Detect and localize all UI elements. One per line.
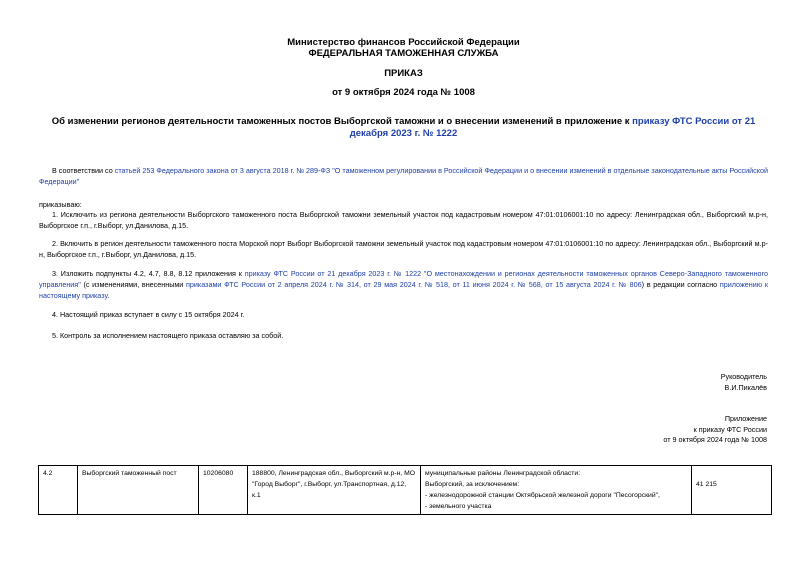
item-3-text-b: (с изменениями, внесенными [80,280,187,290]
item-4: 4. Настоящий приказ вступает в силу с 15 октября 2024 г. [52,310,245,319]
ministry-name: Министерство финансов Российской Федерации [287,37,520,48]
appendix-link[interactable]: приложению к настоящему приказу [39,280,768,301]
amending-orders-link[interactable]: приказами ФТС России от 2 апреля 2024 г. № 314, от 29 мая 2024 г. № 518, от 11 июня 2024 г. № 568, от 15 августа 2024 г. № 806 [186,280,642,290]
region-line-2: Выборгский, за исключением: [425,481,520,488]
cell-number: 4.2 [39,466,78,515]
region-line-3: - железнодорожной станции Октябрьской железной дороги "Песогорский", [425,492,660,499]
title-order-link[interactable]: приказу ФТС России от 21 декабря 2023 г. № 1222 [349,116,756,139]
region-line-4: - земельного участка [425,503,492,510]
item-5: 5. Контроль за исполнением настоящего приказа оставляю за собой. [52,331,284,340]
title-text: Об изменении регионов деятельности таможенных постов Выборгской таможни и о внесении изменений в приложение к [51,116,633,127]
cell-address: 188800, Ленинградская обл., Выборгский м.р-н, МО "Город Выборг", г.Выборг, ул.Транспортная, д.12, к.1 [248,466,421,515]
appendix-line-1: Приложение [724,414,767,423]
table-row [39,466,772,515]
doc-date-number: от 9 октября 2024 года № 1008 [332,87,475,98]
cell-region [421,466,692,515]
signature-role: Руководитель [720,372,767,381]
okato-value: 41 215 [696,481,717,488]
order-1222-link[interactable]: приказу ФТС России от 21 декабря 2023 г. № 1222 "О местонахождении и регионах деятельности таможенных органов Северо-Западного таможенного управления" [39,269,768,290]
preamble-paragraph [39,165,768,187]
item-1: 1. Исключить из региона деятельности Выборгского таможенного поста Выборгской таможни земельный участок под кадастровым номером 47:01:0106001:10 по адресу: Ленинградская обл., Выборгский м.р-н, Выборгское г.п., г.Выборг, ул.Данилова, д.15. [39,210,768,231]
item-3-text-d: . [107,291,110,301]
region-line-1: муниципальные районы Ленинградской области: [425,470,581,477]
cell-okato [692,466,772,515]
cell-post-name: Выборгский таможенный пост [78,466,199,515]
item-3-text-c: ) в редакции согласно [641,280,720,290]
signature-name: В.И.Пикалёв [724,382,767,392]
signature-block [721,372,767,393]
appendix-table [38,465,772,515]
appendix-line-2: к приказу ФТС России [693,424,767,434]
appendix-line-3: от 9 октября 2024 года № 1008 [663,435,767,444]
item-2: 2. Включить в регион деятельности таможенного поста Морской порт Выборг Выборгской таможни земельный участок под кадастровым номером 47:01:0106001:10 по адресу: Ленинградская обл., Выборгский м.р-н, Выборгское г.п., г.Выборг, ул.Данилова, д.15. [39,239,768,260]
item-3-text-a: 3. Изложить подпункты 4.2, 4.7, 8.8, 8.12 приложения к [52,269,245,278]
preamble-text: В соответствии со [52,166,115,175]
item-3 [39,268,768,302]
appendix-header [663,414,767,446]
order-word: приказываю: [39,200,82,209]
cell-code: 10206080 [199,466,248,515]
service-name: ФЕДЕРАЛЬНАЯ ТАМОЖЕННАЯ СЛУЖБА [308,48,499,59]
doc-type: ПРИКАЗ [384,68,423,79]
page-title [39,116,768,139]
law-article-link[interactable]: статьей 253 Федерального закона от 3 августа 2018 г. № 289-ФЗ "О таможенном регулировании в Российской Федерации и о внесении изменений в отдельные законодательные акты Российской Федерации" [39,166,768,187]
